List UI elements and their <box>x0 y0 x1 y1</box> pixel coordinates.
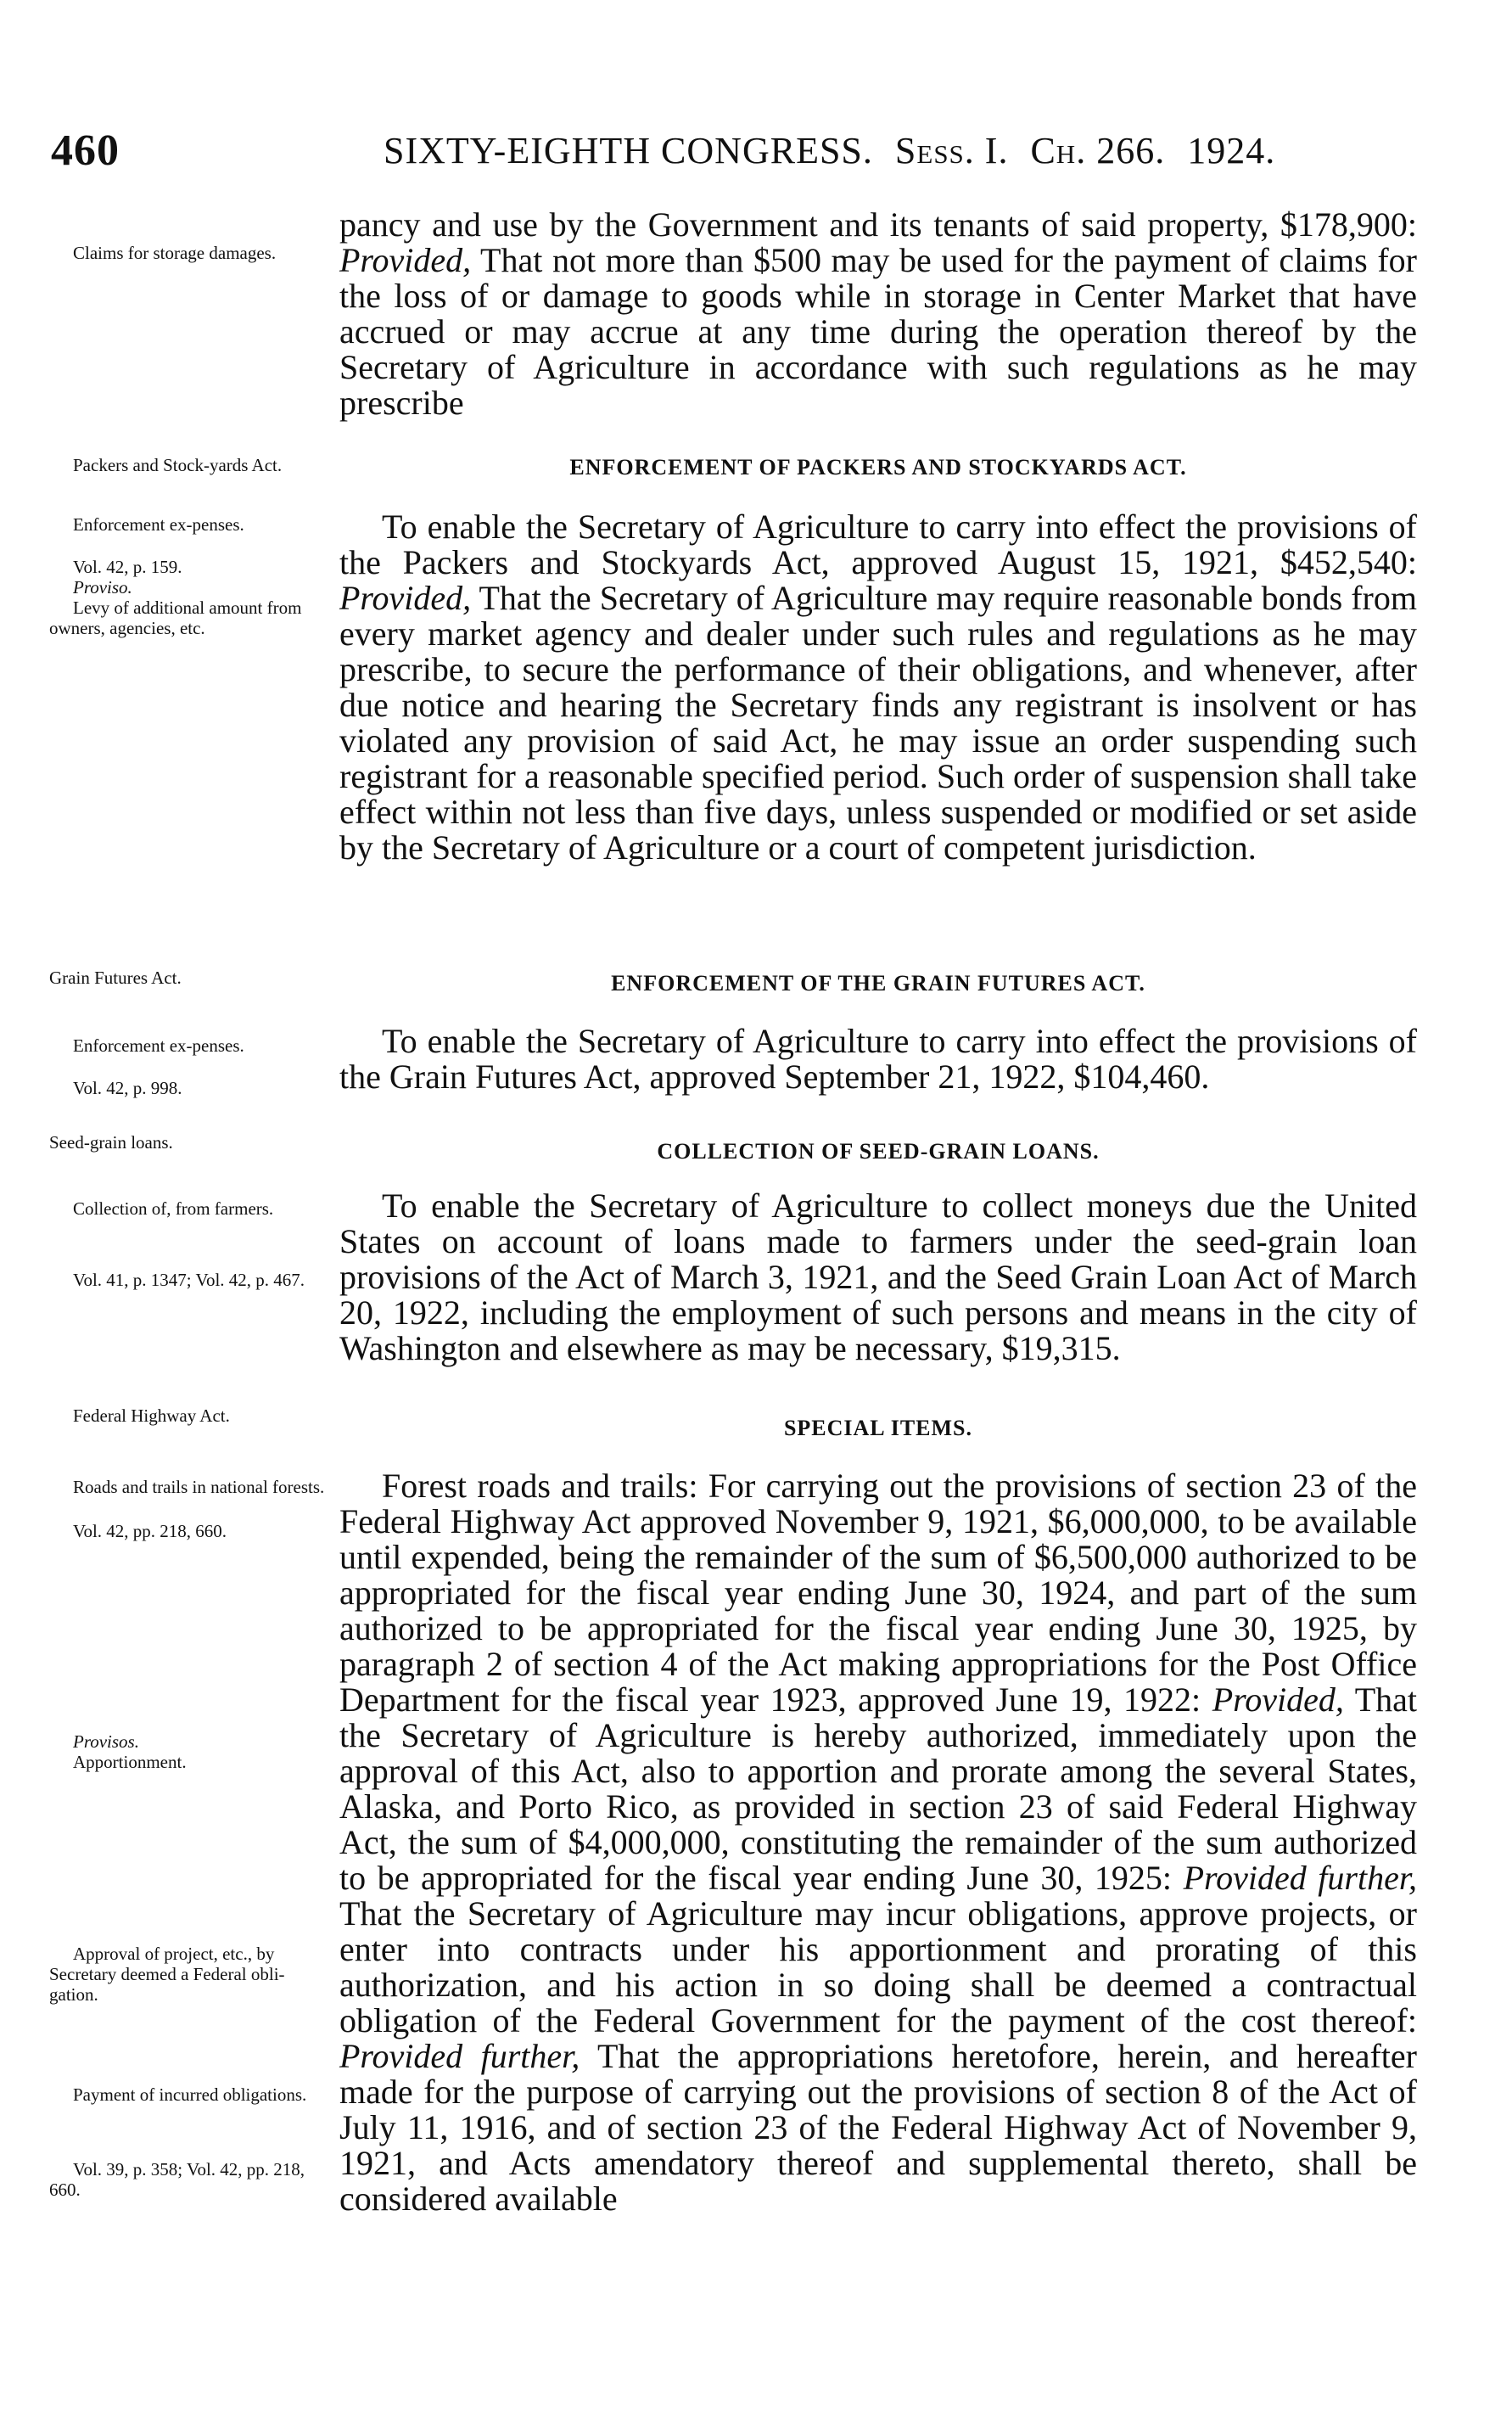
page-header <box>0 0 1512 187</box>
margin-note: Collection of, from farmers. <box>73 1198 274 1219</box>
text-run: To enable the Secretary of Agriculture to carry into effect the provisions of the Packers and Stockyards Act, approved August 15, 1921, $452,540: <box>339 508 1417 581</box>
margin-note: Federal Highway Act. <box>73 1405 230 1426</box>
margin-note: Vol. 42, pp. 218, 660. <box>73 1521 227 1541</box>
congress-title: SIXTY-EIGHTH CONGRESS. <box>384 130 873 171</box>
italic-provided: Provided, <box>339 241 472 279</box>
page-number: 460 <box>51 126 120 175</box>
text-run: That the Secretary of Agriculture may require reasonable bonds from every market agency and dealer under such rules and regulations as he may prescribe, to secure the performance of their obligations, and whenever, after due notice and hearing the Secretary finds any registrant is insolvent or has violated any provision of said Act, he may issue an order suspending such registrant for a reasonable specified period. Such order of suspension shall take effect within not less than five days, unless suspended or modified or set aside by the Secretary of Agriculture or a court of competent jurisdiction. <box>339 579 1417 867</box>
margin-note-proviso: Proviso. <box>73 577 132 597</box>
margin-note: Vol. 42, p. 998. <box>73 1078 182 1098</box>
margin-note-provisos: Provisos. <box>73 1731 139 1752</box>
text-run: That the Secretary of Agriculture may incur obligations, approve projects, or enter into contracts under his apportionment and prorating of this authorization, and his action in so doing shall be deemed a contractual obligation of the Federal Government for the payment of the cost thereof: <box>339 1894 1417 2039</box>
italic-provided: Provided, <box>339 579 472 617</box>
running-head <box>384 129 1275 172</box>
text-run: pancy and use by the Government and its tenants of said property, $178,900: <box>339 205 1417 244</box>
paragraph-packers <box>339 509 1417 866</box>
margin-note: Vol. 39, p. 358; Vol. 42, pp. 218, 660. <box>49 2159 305 2200</box>
text-run: That the appropriations heretofore, herein, and hereafter made for the purpose of carrying out the provisions of section 8 of the Act of July 11, 1916, and of section 23 of the Federal Highway Act of November 9, 1921, and Acts amendatory thereof and supplemental thereto, shall be considered available <box>339 2037 1417 2218</box>
margin-note: Grain Futures Act. <box>49 968 182 988</box>
paragraph-grain: To enable the Secretary of Agriculture to carry into effect the provisions of the Grain Futures Act, approved September 21, 1922, $104,460. <box>339 1022 1417 1096</box>
margin-note: Vol. 41, p. 1347; Vol. 42, p. 467. <box>73 1270 305 1290</box>
margin-note: Roads and trails in national forests. <box>73 1477 325 1497</box>
paragraph-forest-roads <box>339 1468 1417 2217</box>
section-heading-packers: ENFORCEMENT OF PACKERS AND STOCKYARDS ACT. <box>569 455 1187 480</box>
margin-note: Levy of additional amount from owners, agencies, etc. <box>49 597 302 638</box>
margin-note: Approval of project, etc., by Secretary deemed a Federal obli-gation. <box>49 1944 285 2005</box>
text-run: Forest roads and trails: For carrying out the provisions of section 23 of the Federal Highway Act approved November 9, 1921, $6,000,000, to be available until expended, being the remainder of the sum of $6,500,000 authorized to be appropriated for the fiscal year ending June 30, 1924, and part of the sum authorized to be appropriated for the fiscal year ending June 30, 1925, by paragraph 2 of section 4 of the Act making appropriations for the Post Office Department for the fiscal year 1923, approved June 19, 1922: <box>339 1467 1417 1719</box>
italic-provided-further: Provided further, <box>1183 1859 1417 1897</box>
margin-note: Vol. 42, p. 159. <box>73 557 182 577</box>
chapter-label: Ch. 266. <box>1030 130 1166 171</box>
section-heading-seed-grain: COLLECTION OF SEED-GRAIN LOANS. <box>657 1139 1100 1164</box>
margin-note: Enforcement ex-penses. <box>73 514 244 535</box>
margin-note: Seed-grain loans. <box>49 1132 173 1153</box>
paragraph-center-market <box>339 207 1417 421</box>
section-heading-special-items: SPECIAL ITEMS. <box>783 1416 973 1440</box>
session-label: Sess. I. <box>894 130 1009 171</box>
margin-note: Apportionment. <box>73 1752 187 1772</box>
margin-note: Claims for storage damages. <box>73 243 277 263</box>
text-run: That not more than $500 may be used for the payment of claims for the loss of or damage to goods while in storage in Center Market that have accrued or may accrue at any time during the operation thereof by the Secretary of Agriculture in accordance with such regulations as he may prescribe <box>339 241 1417 422</box>
margin-note: Packers and Stock-yards Act. <box>73 455 283 475</box>
margin-note: Payment of incurred obligations. <box>73 2084 307 2105</box>
paragraph-seed-grain: To enable the Secretary of Agriculture to collect moneys due the United States on account of loans made to farmers under the seed-grain loan provisions of the Act of March 3, 1921, and the Seed Grain Loan Act of March 20, 1922, including the employment of such persons and means in the city of Washington and elsewhere as may be necessary, $19,315. <box>339 1187 1417 1367</box>
section-heading-grain: ENFORCEMENT OF THE GRAIN FUTURES ACT. <box>611 971 1145 996</box>
text-run: That the Secretary of Agriculture is hereby authorized, immediately upon the approval of this Act, also to apportion and prorate among the several States, Alaska, and Porto Rico, as provided in section 23 of said Federal Highway Act, the sum of $4,000,000, constituting the remainder of the sum authorized to be appropriated for the fiscal year ending June 30, 1925: <box>339 1680 1418 1897</box>
year-label: 1924. <box>1187 130 1276 171</box>
margin-note: Enforcement ex-penses. <box>73 1035 244 1056</box>
italic-provided: Provided, <box>1212 1680 1344 1719</box>
italic-provided-further: Provided further, <box>339 2037 580 2075</box>
